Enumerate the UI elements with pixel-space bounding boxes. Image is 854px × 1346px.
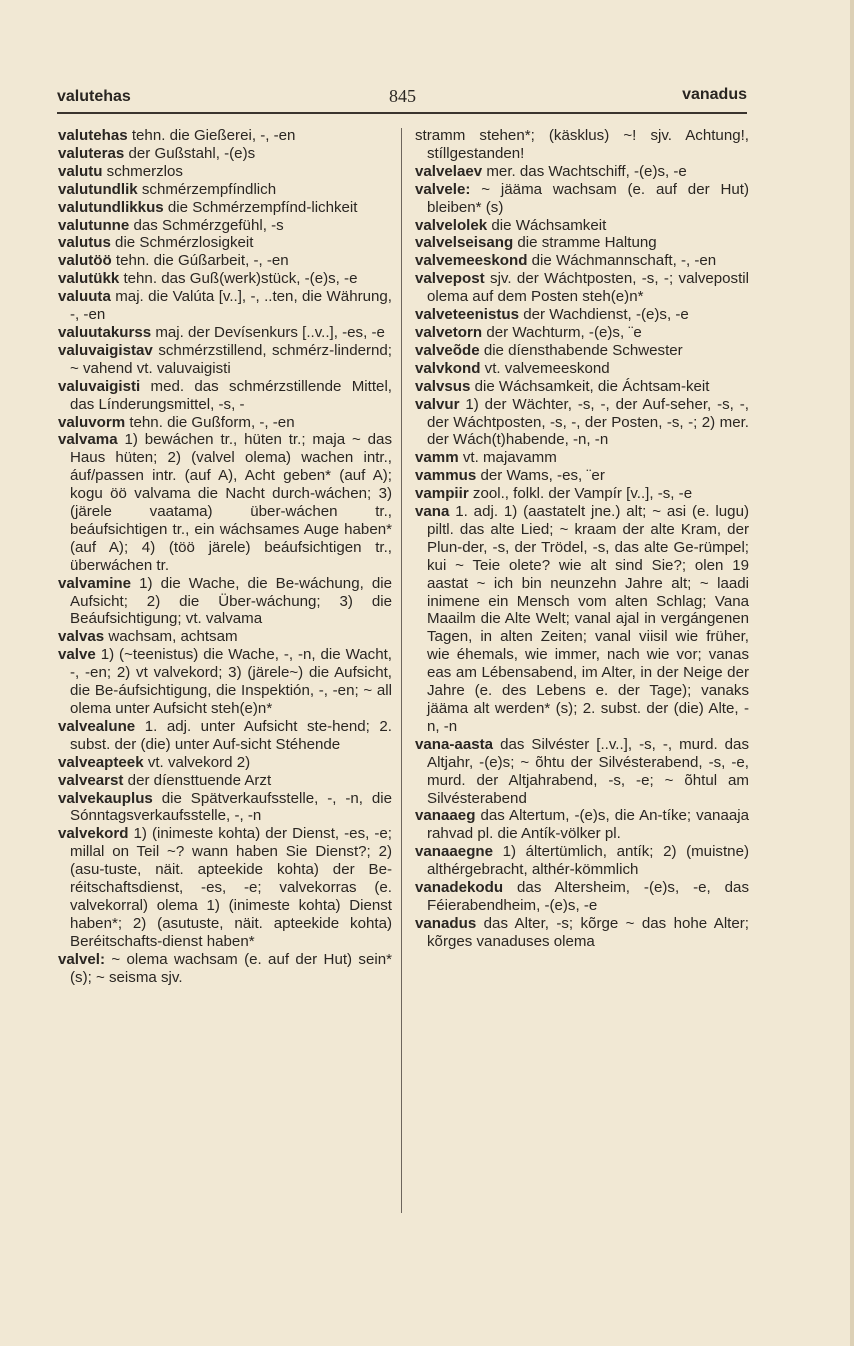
dictionary-entry (58, 181, 392, 199)
entry-headword: valutöö (58, 252, 112, 270)
entry-definition: vt. valvemeeskond (484, 359, 610, 377)
entry-definition: der Gußstahl, -(e)s (128, 144, 256, 162)
entry-headword: valvur (415, 395, 460, 413)
entry-headword: valvelseisang (415, 234, 514, 252)
dictionary-entry (415, 163, 749, 181)
entry-definition: die Schmérzlosigkeit (115, 234, 254, 252)
entry-definition: stramm stehen*; (käsklus) ~! sjv. Achtung!, stíllgestanden! (415, 127, 749, 162)
entry-headword: valvealune (58, 717, 136, 735)
entry-headword: valvel: (58, 950, 105, 968)
entry-headword: vampiir (415, 485, 469, 503)
entry-headword: valve (58, 646, 96, 664)
dictionary-entry (415, 306, 749, 324)
dictionary-entry (415, 843, 749, 879)
entry-headword: valvelolek (415, 216, 488, 234)
dictionary-entry (415, 360, 749, 378)
dictionary-entry (58, 199, 392, 217)
entry-definition: vt. majavamm (462, 449, 557, 467)
dictionary-entry (415, 449, 749, 467)
entry-headword: valvamine (58, 574, 131, 592)
entry-headword: valuvorm (58, 413, 126, 431)
entry-definition: die díensthabende Schwester (483, 341, 683, 359)
entry-definition: mer. das Wachtschiff, -(e)s, -e (486, 162, 687, 180)
dictionary-entry (415, 736, 749, 808)
entry-headword: valuvaigisti (58, 377, 141, 395)
entry-headword: valutu (58, 162, 103, 180)
dictionary-entry (415, 467, 749, 485)
entry-definition: der Wams, -es, ¨er (480, 467, 605, 485)
dictionary-entry (58, 127, 392, 145)
right-column (415, 127, 749, 951)
entry-definition: ~ jääma wachsam (e. auf der Hut) bleiben* (s) (427, 180, 749, 216)
dictionary-entry (58, 414, 392, 432)
entry-definition: der Wachdienst, -(e)s, -e (523, 306, 689, 324)
entry-definition: schmerzlos (106, 162, 183, 180)
entry-definition: 1) der Wächter, -s, -, der Auf-seher, -s, -, der Wáchtposten, -s, -, der Posten, -s, -; 2) mer. der Wách(t)habende, -n, -n (427, 395, 749, 449)
entry-headword: valveteenistus (415, 306, 520, 324)
running-header (57, 86, 747, 114)
entry-headword: valvelaev (415, 162, 483, 180)
page-number: 845 (389, 86, 416, 106)
entry-definition: 1) áltertümlich, antík; 2) (muistne) althérgebracht, althér-kömmlich (427, 843, 749, 879)
entry-headword: vana-aasta (415, 735, 494, 753)
entry-headword: vana (415, 503, 450, 521)
entry-headword: valutundlikkus (58, 198, 164, 216)
dictionary-entry (415, 503, 749, 736)
dictionary-entry (58, 951, 392, 987)
entry-definition: med. das schmérzstillende Mittel, das Línderungsmittel, -s, - (70, 377, 392, 413)
dictionary-entry (58, 628, 392, 646)
entry-headword: valvetorn (415, 323, 483, 341)
dictionary-entry (58, 342, 392, 378)
page-edge (850, 0, 854, 1346)
dictionary-entry (58, 378, 392, 414)
entry-definition: 1) bewáchen tr., hüten tr.; maja ~ das Haus hüten; 2) (valvel olema) wachen intr., áuf/passen intr. (auf A), Acht geben* (auf A); kogu öö valvama die Nacht durch-wáchen; 3) (järele vaatama) über-wáchen tr., beáufsichtigen tr., ein wáchsames Auge haben* (auf A); 4) (töö järele) beáufsichtigen tr., überwáchen tr. (70, 431, 392, 574)
header-rule (57, 112, 747, 114)
entry-headword: vamm (415, 449, 459, 467)
entry-definition: sjv. der Wáchtposten, -s, -; valvepostil olema auf dem Posten steh(e)n* (427, 270, 749, 306)
entry-definition: das Altertum, -(e)s, die An-tíke; vanaaja rahvad pl. die Antík-völker pl. (427, 807, 749, 843)
dictionary-entry (415, 807, 749, 843)
entry-headword: valutus (58, 234, 111, 252)
dictionary-entry (415, 915, 749, 951)
entry-headword: vanadus (415, 914, 477, 932)
entry-definition: die Wáchsamkeit, die Áchtsam-keit (474, 377, 710, 395)
entry-definition: der Wachturm, -(e)s, ¨e (486, 323, 642, 341)
dictionary-entry (58, 754, 392, 772)
left-column (58, 127, 392, 987)
entry-definition: schmérzstillend, schmérz-lindernd; ~ vahend vt. valuvaigisti (70, 341, 392, 377)
dictionary-entry (415, 324, 749, 342)
dictionary-entry (58, 234, 392, 252)
dictionary-entry (415, 181, 749, 217)
entry-definition: das Schmérzgefühl, -s (133, 216, 284, 234)
entry-headword: valutehas (58, 127, 128, 144)
dictionary-entry (58, 825, 392, 950)
dictionary-entry (58, 575, 392, 629)
dictionary-entry (415, 485, 749, 503)
entry-headword: valvele: (415, 180, 471, 198)
left-guideword: valutehas (57, 88, 131, 105)
dictionary-entry (58, 718, 392, 754)
entry-definition: 1) (inimeste kohta) der Dienst, -es, -e; millal on Teil ~? wann haben Sie Dienst?; 2) (asu-tuste, näit. apteekide kohta) der Be-réitschaftsdienst, -es, -e; valvekorras (e. valvekorral) olema 1) (inimeste kohta) Dienst haben*; 2) (asutuste, näit. apteekide kohta) Beréitschafts-dienst haben* (70, 825, 392, 950)
entry-definition: zool., folkl. der Vampír [v..], -s, -e (472, 485, 693, 503)
entry-definition: tehn. die Gußform, -, -en (129, 413, 295, 431)
entry-headword: valuuta (58, 288, 111, 306)
dictionary-entry (415, 127, 749, 163)
dictionary-entry (415, 270, 749, 306)
dictionary-entry (58, 324, 392, 342)
entry-headword: valuteras (58, 144, 125, 162)
entry-headword: valvsus (415, 377, 471, 395)
dictionary-entry (415, 879, 749, 915)
entry-definition: der díensttuende Arzt (127, 771, 272, 789)
dictionary-entry (58, 145, 392, 163)
entry-headword: valutunne (58, 216, 130, 234)
entry-definition: ~ olema wachsam (e. auf der Hut) sein* (s); ~ seisma sjv. (70, 950, 392, 986)
dictionary-entry (58, 288, 392, 324)
dictionary-entry (415, 378, 749, 396)
entry-definition: die Wáchmannschaft, -, -en (531, 252, 717, 270)
entry-definition: die Wáchsamkeit (491, 216, 607, 234)
entry-definition: wachsam, achtsam (108, 628, 238, 646)
entry-definition: das Silvéster [..v..], -s, -, murd. das Altjahr, -(e)s; ~ õhtu der Silvésterabend, -s, -e, murd. der Altjahrabend, -s, -e; ~ õhtul am Silvésterabend (427, 735, 749, 807)
entry-headword: valvas (58, 628, 105, 646)
dictionary-entry (58, 772, 392, 790)
entry-headword: valvearst (58, 771, 124, 789)
entry-definition: das Altersheim, -(e)s, -e, das Féierabendheim, -(e)s, -e (427, 879, 749, 914)
entry-definition: 1. adj. unter Aufsicht ste-hend; 2. subst. der (die) unter Auf-sicht Stéhende (70, 717, 392, 753)
entry-definition: maj. die Valúta [v..], -, ..ten, die Währung, -, -en (70, 288, 392, 324)
entry-definition: die Schmérzempfínd-lichkeit (167, 198, 358, 216)
dictionary-entry (415, 252, 749, 270)
dictionary-entry (58, 252, 392, 270)
entry-definition: 1) die Wache, die Be-wáchung, die Aufsicht; 2) die Über-wáchung; 3) die Beáufsichtigung; vt. valvama (70, 574, 392, 628)
dictionary-entry (58, 217, 392, 235)
dictionary-entry (58, 431, 392, 574)
dictionary-entry (415, 234, 749, 252)
entry-definition: tehn. die Gúßarbeit, -, -en (115, 252, 289, 270)
dictionary-entry (58, 790, 392, 826)
entry-definition: schmérzempfíndlich (141, 180, 277, 198)
dictionary-entry (58, 163, 392, 181)
right-guideword: vanadus (682, 86, 747, 103)
entry-headword: vammus (415, 467, 477, 485)
column-divider (401, 128, 402, 1213)
entry-headword: valvama (58, 431, 118, 449)
entry-headword: valveõde (415, 341, 480, 359)
entry-headword: vanadekodu (415, 879, 504, 897)
dictionary-entry (415, 342, 749, 360)
entry-headword: valvemeeskond (415, 252, 528, 270)
entry-definition: die Spätverkaufsstelle, -, -n, die Sónntagsverkaufsstelle, -, -n (70, 789, 392, 825)
entry-definition: das Alter, -s; kõrge ~ das hohe Alter; kõrges vanaduses olema (427, 914, 749, 950)
entry-headword: valvekord (58, 825, 129, 843)
entry-definition: maj. der Devísenkurs [..v..], -es, -e (155, 323, 385, 341)
dictionary-entry (58, 270, 392, 288)
entry-headword: valuutakurss (58, 323, 152, 341)
entry-definition: vt. valvekord 2) (147, 753, 251, 771)
dictionary-entry (415, 217, 749, 235)
entry-headword: valvekauplus (58, 789, 153, 807)
entry-definition: 1. adj. 1) (aastatelt jne.) alt; ~ asi (e. lugu) piltl. das alte Lied; ~ kraam der alte Kram, der Plun-der, -s, der Trödel, -s, das alte Ge-rümpel; kui ~ Teie olete? wie alt sind Sie?; olen 19 aastat ~ ich bin neunzehn Jahre alt; ~ laadi inimene ein Mensch vom alten Schlag; Vana Maailm die Alte Welt; vanal ajal in vergángenen Tagen, in alten Zeiten; vanal viisil wie früher, wie éhemals, wie immer, nach wie vor; vanas eas am Lébensabend, im Alter, in der Neige der Jahre (e. des Lebens e. der Tage); vanaks jääma alt werden* (s); 2. subst. der (die) Alte, -n, -n (427, 503, 749, 735)
entry-headword: valveapteek (58, 753, 144, 771)
entry-definition: tehn. die Gießerei, -, -en (131, 127, 296, 144)
entry-definition: 1) (~teenistus) die Wache, -, -n, die Wacht, -, -en; 2) vt valvekord; 3) (järele~) die Aufsicht, die Be-áufsichtigung, die Inspektión, -, -en; ~ all olema unter Aufsicht steh(e)n* (70, 646, 392, 717)
entry-headword: valuvaigistav (58, 341, 153, 359)
entry-headword: valvepost (415, 270, 485, 288)
dictionary-entry (58, 646, 392, 718)
entry-definition: die stramme Haltung (517, 234, 657, 252)
entry-headword: vanaaeg (415, 807, 476, 825)
entry-headword: vanaaegne (415, 843, 494, 861)
entry-headword: valutükk (58, 270, 120, 288)
entry-headword: valutundlik (58, 180, 138, 198)
entry-headword: valvkond (415, 359, 481, 377)
entry-definition: tehn. das Guß(werk)stück, -(e)s, -e (123, 270, 358, 288)
dictionary-entry (415, 396, 749, 450)
